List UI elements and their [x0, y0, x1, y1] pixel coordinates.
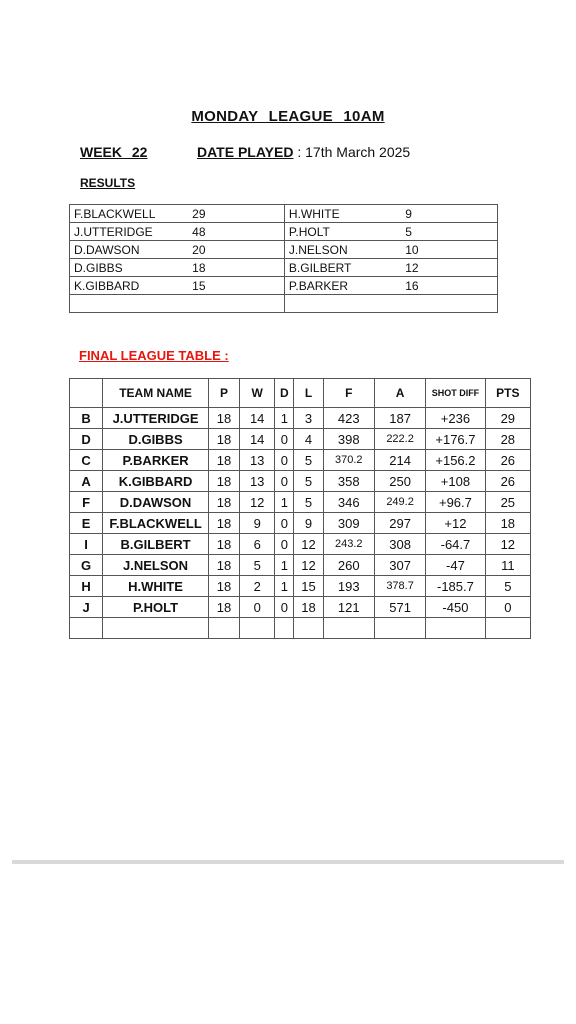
league-row	[70, 429, 531, 450]
home-score: 18	[176, 259, 284, 277]
lost: 4	[294, 429, 323, 450]
played: 18	[208, 513, 239, 534]
team-name: D.DAWSON	[103, 492, 209, 513]
league-row	[70, 618, 531, 639]
shots-for: 346	[323, 492, 374, 513]
drawn: 0	[275, 429, 294, 450]
lost: 3	[294, 408, 323, 429]
team-name: D.GIBBS	[103, 429, 209, 450]
team-name: J.UTTERIDGE	[103, 408, 209, 429]
shots-against: 378.7	[374, 576, 425, 597]
header-won: W	[240, 379, 275, 408]
lost: 5	[294, 492, 323, 513]
won: 14	[240, 408, 275, 429]
results-heading: RESULTS	[80, 176, 136, 190]
played: 18	[208, 429, 239, 450]
team-letter: F	[70, 492, 103, 513]
lost	[294, 618, 323, 639]
lost: 9	[294, 513, 323, 534]
shot-diff: -185.7	[426, 576, 485, 597]
played: 18	[208, 576, 239, 597]
points: 26	[485, 450, 530, 471]
shots-for: 121	[323, 597, 374, 618]
points: 18	[485, 513, 530, 534]
drawn: 0	[275, 597, 294, 618]
team-name: J.NELSON	[103, 555, 209, 576]
date-label: DATE PLAYED	[197, 144, 294, 160]
team-letter: C	[70, 450, 103, 471]
league-row	[70, 450, 531, 471]
shots-against: 308	[374, 534, 425, 555]
away-team: P.HOLT	[284, 223, 389, 241]
away-score: 10	[389, 241, 497, 259]
shots-for: 309	[323, 513, 374, 534]
shot-diff: +12	[426, 513, 485, 534]
date-played	[197, 144, 410, 160]
home-team	[70, 295, 177, 313]
team-letter: A	[70, 471, 103, 492]
header-against: A	[374, 379, 425, 408]
won: 5	[240, 555, 275, 576]
shot-diff: +176.7	[426, 429, 485, 450]
shots-against: 297	[374, 513, 425, 534]
shots-for: 358	[323, 471, 374, 492]
won: 13	[240, 471, 275, 492]
team-name: P.HOLT	[103, 597, 209, 618]
team-letter	[70, 618, 103, 639]
played: 18	[208, 534, 239, 555]
home-score: 29	[176, 205, 284, 223]
team-name	[103, 618, 209, 639]
points: 29	[485, 408, 530, 429]
lost: 12	[294, 534, 323, 555]
drawn: 0	[275, 513, 294, 534]
team-letter: I	[70, 534, 103, 555]
result-row	[70, 241, 498, 259]
shot-diff: +108	[426, 471, 485, 492]
team-letter: J	[70, 597, 103, 618]
shots-against: 214	[374, 450, 425, 471]
document-page	[12, 80, 564, 864]
won: 6	[240, 534, 275, 555]
league-row	[70, 408, 531, 429]
page-title: MONDAY LEAGUE 10AM	[191, 108, 385, 125]
shot-diff	[426, 618, 485, 639]
away-score	[389, 295, 497, 313]
away-team: P.BARKER	[284, 277, 389, 295]
shots-for: 423	[323, 408, 374, 429]
result-row	[70, 295, 498, 313]
home-score	[176, 295, 284, 313]
shot-diff: -47	[426, 555, 485, 576]
lost: 15	[294, 576, 323, 597]
away-team: J.NELSON	[284, 241, 389, 259]
away-score: 12	[389, 259, 497, 277]
drawn: 1	[275, 555, 294, 576]
shots-for: 243.2	[323, 534, 374, 555]
won: 2	[240, 576, 275, 597]
header-letter	[70, 379, 103, 408]
shots-against: 249.2	[374, 492, 425, 513]
header-team: TEAM NAME	[103, 379, 209, 408]
points: 11	[485, 555, 530, 576]
result-row	[70, 205, 498, 223]
shots-for: 193	[323, 576, 374, 597]
team-name: K.GIBBARD	[103, 471, 209, 492]
points: 12	[485, 534, 530, 555]
shots-against: 187	[374, 408, 425, 429]
final-table-heading: FINAL LEAGUE TABLE :	[79, 348, 229, 363]
points: 25	[485, 492, 530, 513]
lost: 5	[294, 450, 323, 471]
points: 5	[485, 576, 530, 597]
won: 0	[240, 597, 275, 618]
result-row	[70, 277, 498, 295]
shot-diff: -450	[426, 597, 485, 618]
team-name: B.GILBERT	[103, 534, 209, 555]
away-score: 16	[389, 277, 497, 295]
shots-against: 571	[374, 597, 425, 618]
shot-diff: +156.2	[426, 450, 485, 471]
team-letter: G	[70, 555, 103, 576]
played: 18	[208, 471, 239, 492]
played: 18	[208, 555, 239, 576]
team-letter: D	[70, 429, 103, 450]
league-row	[70, 492, 531, 513]
played	[208, 618, 239, 639]
home-score: 15	[176, 277, 284, 295]
shots-for	[323, 618, 374, 639]
shots-against: 250	[374, 471, 425, 492]
shots-for: 260	[323, 555, 374, 576]
league-row	[70, 534, 531, 555]
team-letter: H	[70, 576, 103, 597]
home-score: 20	[176, 241, 284, 259]
won: 14	[240, 429, 275, 450]
drawn: 1	[275, 492, 294, 513]
away-score: 5	[389, 223, 497, 241]
result-row	[70, 259, 498, 277]
drawn	[275, 618, 294, 639]
shots-for: 370.2	[323, 450, 374, 471]
won: 12	[240, 492, 275, 513]
lost: 5	[294, 471, 323, 492]
points: 28	[485, 429, 530, 450]
won: 13	[240, 450, 275, 471]
team-letter: E	[70, 513, 103, 534]
points: 0	[485, 597, 530, 618]
points: 26	[485, 471, 530, 492]
league-row	[70, 597, 531, 618]
home-team: K.GIBBARD	[70, 277, 177, 295]
shots-against: 222.2	[374, 429, 425, 450]
results-table	[69, 204, 498, 313]
header-points: PTS	[485, 379, 530, 408]
drawn: 0	[275, 534, 294, 555]
played: 18	[208, 597, 239, 618]
league-row	[70, 471, 531, 492]
team-name: H.WHITE	[103, 576, 209, 597]
team-letter: B	[70, 408, 103, 429]
drawn: 1	[275, 576, 294, 597]
league-row	[70, 576, 531, 597]
header-lost: L	[294, 379, 323, 408]
week-label	[80, 144, 147, 160]
shot-diff: +236	[426, 408, 485, 429]
away-team: B.GILBERT	[284, 259, 389, 277]
home-score: 48	[176, 223, 284, 241]
team-name: P.BARKER	[103, 450, 209, 471]
shots-against: 307	[374, 555, 425, 576]
home-team: D.GIBBS	[70, 259, 177, 277]
league-row	[70, 513, 531, 534]
won: 9	[240, 513, 275, 534]
points	[485, 618, 530, 639]
league-row	[70, 555, 531, 576]
lost: 18	[294, 597, 323, 618]
played: 18	[208, 492, 239, 513]
header-played: P	[208, 379, 239, 408]
drawn: 0	[275, 450, 294, 471]
shot-diff: -64.7	[426, 534, 485, 555]
shots-against	[374, 618, 425, 639]
league-table	[69, 378, 531, 639]
away-team: H.WHITE	[284, 205, 389, 223]
home-team: F.BLACKWELL	[70, 205, 177, 223]
header-for: F	[323, 379, 374, 408]
result-row	[70, 223, 498, 241]
home-team: J.UTTERIDGE	[70, 223, 177, 241]
won	[240, 618, 275, 639]
shot-diff: +96.7	[426, 492, 485, 513]
played: 18	[208, 450, 239, 471]
league-header-row	[70, 379, 531, 408]
home-team: D.DAWSON	[70, 241, 177, 259]
away-team	[284, 295, 389, 313]
drawn: 1	[275, 408, 294, 429]
shots-for: 398	[323, 429, 374, 450]
played: 18	[208, 408, 239, 429]
team-name: F.BLACKWELL	[103, 513, 209, 534]
header-drawn: D	[275, 379, 294, 408]
drawn: 0	[275, 471, 294, 492]
lost: 12	[294, 555, 323, 576]
away-score: 9	[389, 205, 497, 223]
header-shot-diff: SHOT DIFF	[426, 379, 485, 408]
date-value: : 17th March 2025	[293, 144, 411, 160]
week-number: WEEK 22	[80, 144, 148, 160]
